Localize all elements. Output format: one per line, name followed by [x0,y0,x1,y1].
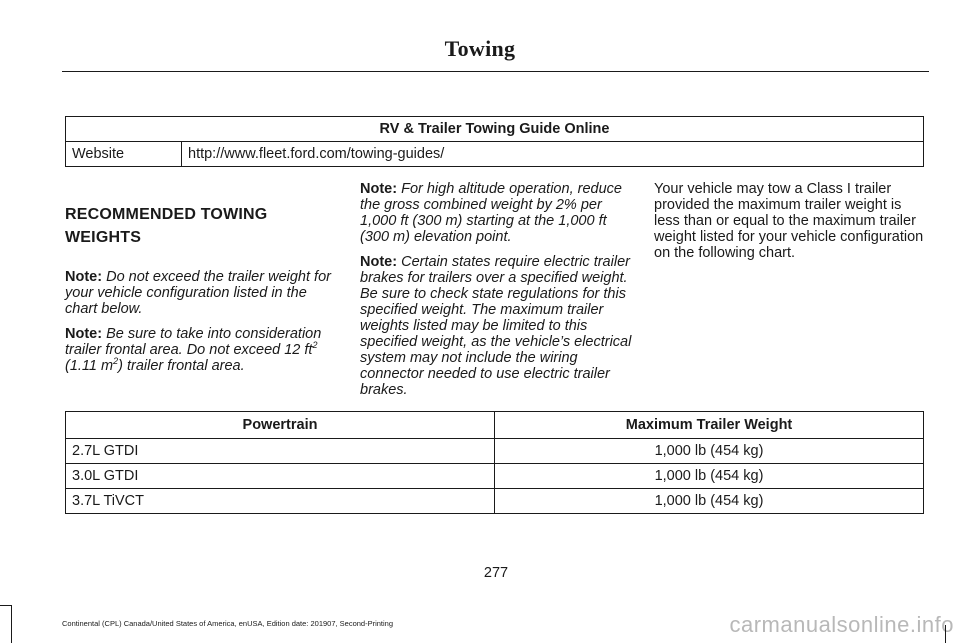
note-frontal-area [65,326,337,374]
towing-guide-table [65,116,924,167]
weight-cell: 1,000 lb (454 kg) [495,464,924,489]
website-label: Website [66,142,182,167]
crop-mark [945,625,946,643]
note-label: Note: [65,269,103,285]
note-text: For high altitude operation, reduce the gross combined weight by 2% per 1,000 ft (300 m) starting at the 1,000 ft (300 m) elevation point. [360,181,622,245]
watermark: carmanualsonline.info [729,612,954,637]
column-left [65,181,337,383]
class-one-paragraph: Your vehicle may tow a Class I trailer provided the maximum trailer weight is less than or equal to the maximum trailer weight listed for your vehicle configuration on the following chart. [654,181,924,261]
note-trailer-weight [65,269,337,317]
table-row [66,142,924,167]
table-row [66,439,924,464]
note-text: Certain states require electric trailer brakes for trailers over a specified weight. Be sure to check state regulations for this specified weight. The maximum trailer weights listed may be limited to this specified weight, as the vehicle’s electrical system may not include the wiring connector needed to use electric trailer brakes. [360,254,632,398]
weight-cell: 1,000 lb (454 kg) [495,489,924,514]
crop-mark [11,605,12,643]
max-weight-header: Maximum Trailer Weight [495,412,924,439]
note-text-part: (1.11 m [65,358,114,374]
note-high-altitude [360,181,632,245]
section-heading-line2: WEIGHTS [65,229,142,246]
note-label: Note: [360,181,398,197]
page-header-title: Towing [444,36,516,61]
superscript: 2 [312,340,318,351]
trailer-weights-table [65,411,924,514]
powertrain-header: Powertrain [66,412,495,439]
powertrain-cell: 2.7L GTDI [66,439,495,464]
note-electric-brakes [360,254,632,398]
website-url[interactable]: http://www.fleet.ford.com/towing-guides/ [182,142,924,167]
page-number: 277 [483,565,509,581]
powertrain-cell: 3.0L GTDI [66,464,495,489]
weight-cell: 1,000 lb (454 kg) [495,439,924,464]
table-row [66,489,924,514]
note-label: Note: [360,254,398,270]
edition-footer: Continental (CPL) Canada/United States of America, enUSA, Edition date: 201907, Second-Printing [62,619,394,628]
powertrain-cell: 3.7L TiVCT [66,489,495,514]
note-label: Note: [65,326,103,342]
superscript: 2 [113,356,119,367]
towing-guide-table-title: RV & Trailer Towing Guide Online [66,117,924,142]
header-divider [62,71,929,72]
section-heading [65,203,337,249]
crop-mark [0,605,11,606]
note-text [65,326,321,374]
note-text: Do not exceed the trailer weight for your vehicle configuration listed in the chart below. [65,269,331,317]
note-text-part: Be sure to take into consideration trailer frontal area. Do not exceed 12 ft [65,326,322,358]
section-heading-line1: RECOMMENDED TOWING [65,206,268,223]
note-text-part: ) trailer frontal area. [118,358,245,374]
column-middle [360,181,632,407]
table-row [66,464,924,489]
column-right [654,181,926,270]
